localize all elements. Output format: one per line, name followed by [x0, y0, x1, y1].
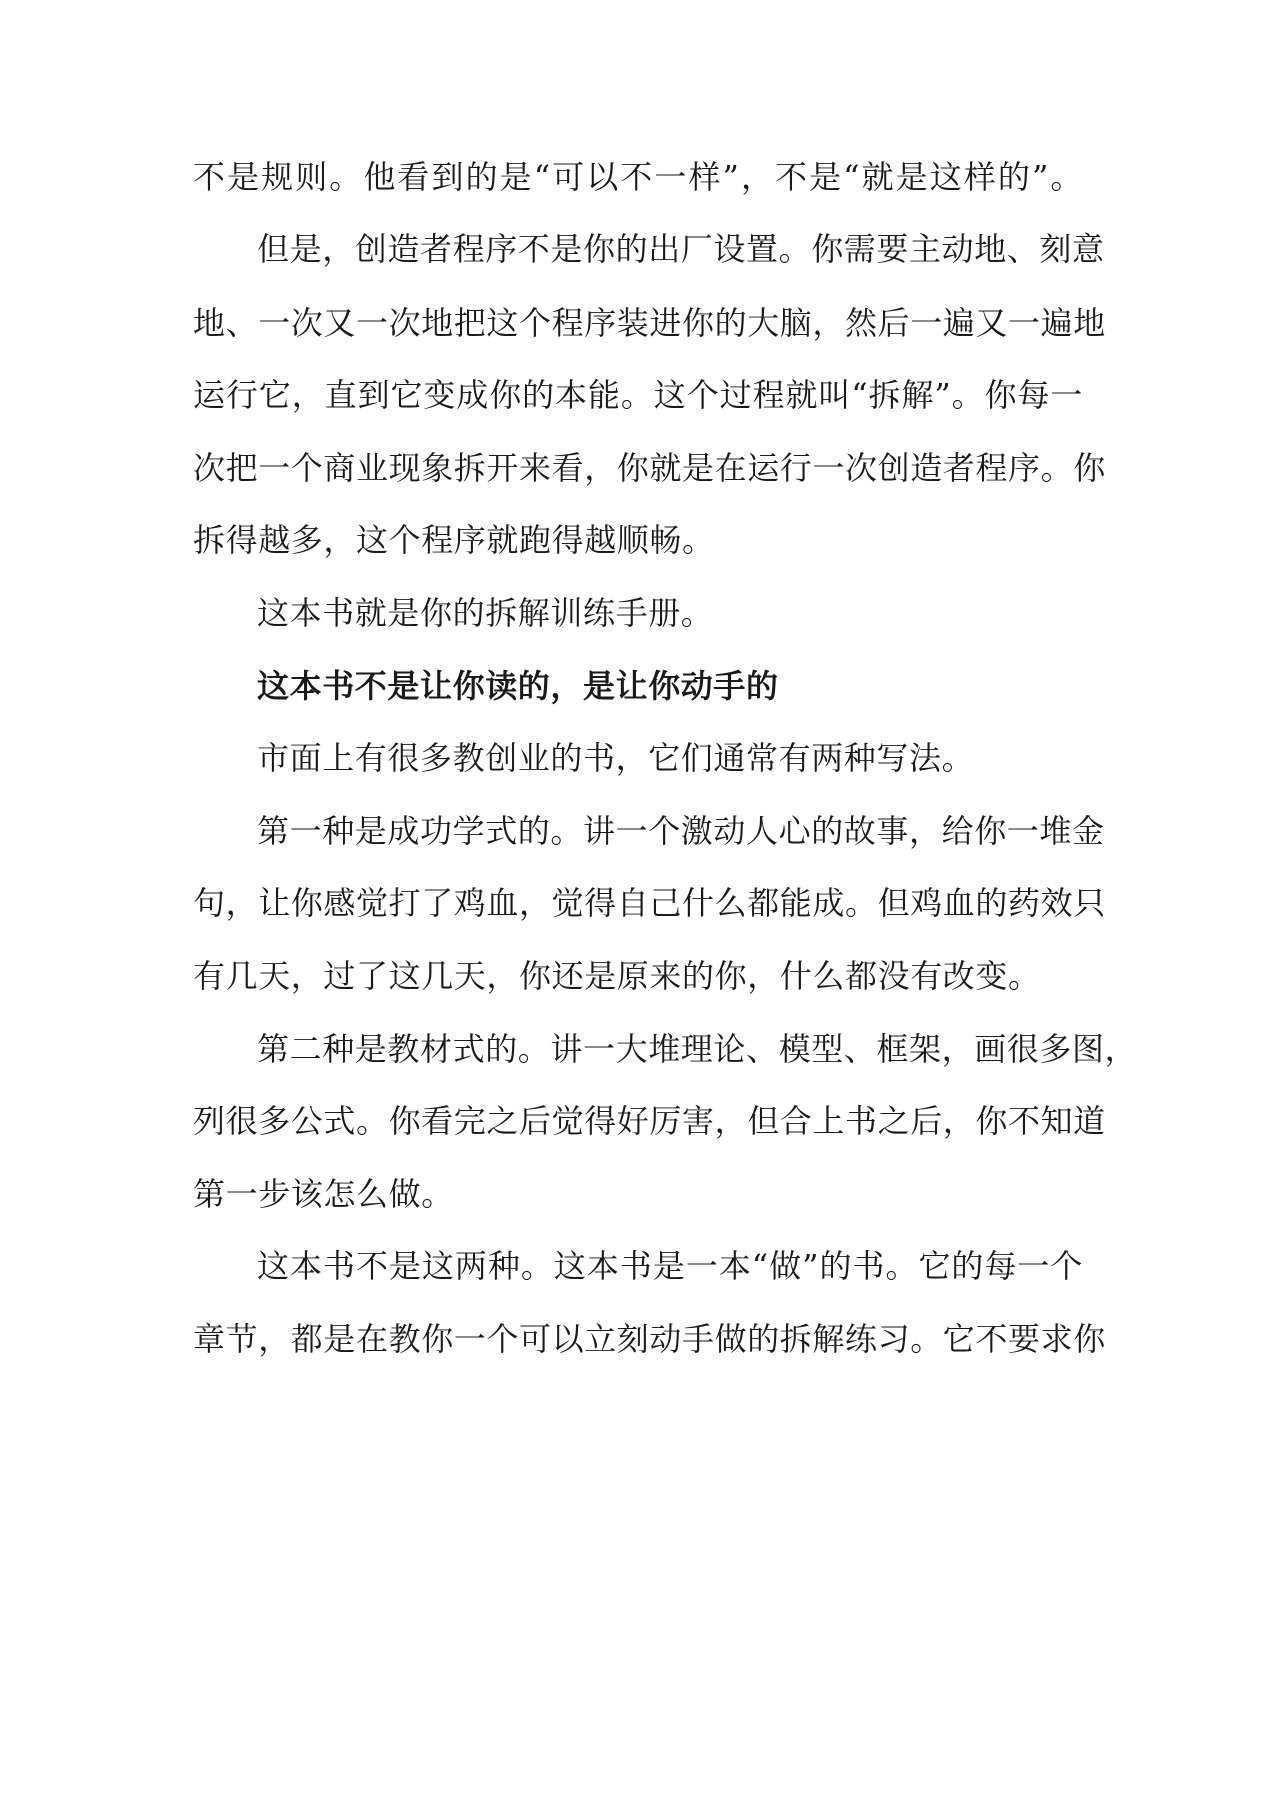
text-line: 不是规则。他看到的是“可以不一样”，不是“就是这样的”。: [193, 158, 1083, 196]
text-line: 次把一个商业现象拆开来看，你就是在运行一次创造者程序。你: [193, 449, 1106, 487]
text-line: 这本书不是这两种。这本书是一本“做”的书。它的每一个: [257, 1247, 1083, 1285]
section-heading: 这本书不是让你读的，是让你动手的: [257, 667, 779, 705]
text-line: 列很多公式。你看完之后觉得好厉害，但合上书之后，你不知道: [193, 1102, 1106, 1140]
text-line: 运行它，直到它变成你的本能。这个过程就叫“拆解”。你每一: [193, 376, 1083, 414]
text-line: 拆得越多，这个程序就跑得越顺畅。: [193, 521, 715, 559]
text-line: 市面上有很多教创业的书，它们通常有两种写法。: [257, 739, 975, 777]
text-line: 章节，都是在教你一个可以立刻动手做的拆解练习。它不要求你: [193, 1320, 1106, 1358]
text-line: 地、一次又一次地把这个程序装进你的大脑，然后一遍又一遍地: [193, 304, 1106, 342]
text-line: 第二种是教材式的。讲一大堆理论、模型、框架，画很多图，: [257, 1030, 1138, 1068]
text-line: 但是，创造者程序不是你的出厂设置。你需要主动地、刻意: [257, 230, 1105, 268]
text-line: 句，让你感觉打了鸡血，觉得自己什么都能成。但鸡血的药效只: [193, 884, 1106, 922]
text-line: 有几天，过了这几天，你还是原来的你，什么都没有改变。: [193, 957, 1041, 995]
text-line: 第一种是成功学式的。讲一个激动人心的故事，给你一堆金: [257, 812, 1105, 850]
text-line: 这本书就是你的拆解训练手册。: [257, 594, 714, 632]
text-line: 第一步该怎么做。: [193, 1175, 454, 1213]
